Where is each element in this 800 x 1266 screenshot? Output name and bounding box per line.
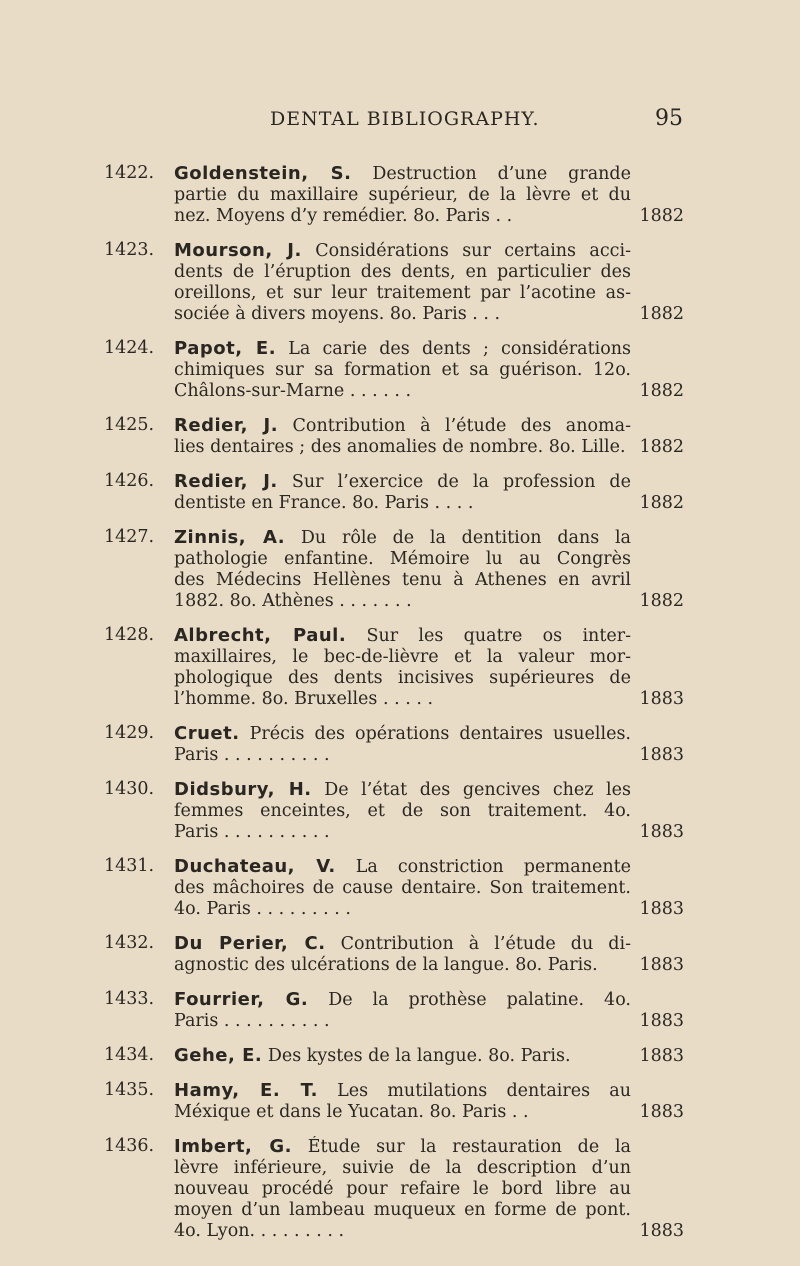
entry-line-text: femmes enceintes, et de son traitement. 4o. bbox=[174, 801, 631, 821]
entry-number: 1435. bbox=[104, 1080, 155, 1100]
entry-number: 1436. bbox=[104, 1136, 155, 1156]
entry-line bbox=[174, 1136, 631, 1158]
entry-number: 1427. bbox=[104, 527, 155, 547]
entry-line-text: Châlons-sur-Marne . . . . . . bbox=[174, 381, 412, 401]
entry-author: Didsbury, H. bbox=[174, 779, 312, 800]
entry-line bbox=[174, 801, 631, 822]
entry-line bbox=[174, 689, 631, 710]
entry-line bbox=[174, 163, 631, 185]
bibliography-entry bbox=[104, 989, 684, 1032]
entry-year: 1883 bbox=[639, 689, 684, 709]
entry-line-text: chimiques sur sa formation et sa guérison. 12o. bbox=[174, 360, 631, 380]
entry-author: Redier, J. bbox=[174, 471, 278, 492]
entry-line bbox=[174, 471, 631, 493]
entry-text bbox=[174, 625, 631, 710]
entry-line-text: nouveau procédé pour refaire le bord libre au bbox=[174, 1179, 631, 1199]
entry-line bbox=[174, 745, 631, 766]
entry-text bbox=[174, 338, 631, 402]
entry-text bbox=[174, 471, 631, 514]
entry-line bbox=[174, 283, 631, 304]
entry-line bbox=[174, 899, 631, 920]
entry-line bbox=[174, 185, 631, 206]
entry-year: 1882 bbox=[639, 381, 684, 401]
entry-year: 1882 bbox=[639, 591, 684, 611]
entry-number: 1428. bbox=[104, 625, 155, 645]
bibliography-entry bbox=[104, 527, 684, 612]
entry-author: Duchateau, V. bbox=[174, 856, 336, 877]
entry-year: 1883 bbox=[639, 1011, 684, 1031]
entry-line bbox=[174, 933, 631, 955]
entry-line bbox=[174, 779, 631, 801]
entry-line bbox=[174, 437, 631, 458]
entry-line-text: Paris . . . . . . . . . . bbox=[174, 745, 330, 765]
bibliography-entry bbox=[104, 415, 684, 458]
bibliography-entry bbox=[104, 471, 684, 514]
entry-line-text: agnostic des ulcérations de la langue. 8o. Paris. bbox=[174, 955, 598, 975]
entry-author: Du Perier, C. bbox=[174, 933, 326, 954]
entry-line bbox=[174, 381, 631, 402]
entry-line-text: oreillons, et sur leur traitement par l’acotine as- bbox=[174, 283, 631, 303]
bibliography-entry bbox=[104, 1080, 684, 1123]
entry-line-text: 4o. Paris . . . . . . . . . bbox=[174, 899, 351, 919]
entry-line-text: moyen d’un lambeau muqueux en forme de pont. bbox=[174, 1200, 631, 1220]
entry-line bbox=[174, 240, 631, 262]
entry-number: 1430. bbox=[104, 779, 155, 799]
entry-author: Goldenstein, S. bbox=[174, 163, 352, 184]
entry-line bbox=[174, 1011, 631, 1032]
entry-line-text: Paris . . . . . . . . . . bbox=[174, 822, 330, 842]
entry-text bbox=[174, 163, 631, 227]
entry-line bbox=[174, 625, 631, 647]
page-header bbox=[0, 108, 800, 136]
entry-text bbox=[174, 527, 631, 612]
bibliography-entry bbox=[104, 856, 684, 920]
entry-text bbox=[174, 415, 631, 458]
entry-line bbox=[174, 549, 631, 570]
entry-text bbox=[174, 1045, 631, 1067]
entry-number: 1433. bbox=[104, 989, 155, 1009]
entry-text bbox=[174, 240, 631, 325]
entry-number: 1429. bbox=[104, 723, 155, 743]
entry-line-text: 4o. Lyon. . . . . . . . . bbox=[174, 1221, 345, 1241]
entry-line-text: De l’état des gencives chez les bbox=[324, 780, 631, 800]
entry-line-text: partie du maxillaire supérieur, de la lèvre et du bbox=[174, 185, 631, 205]
entry-year: 1883 bbox=[639, 955, 684, 975]
entry-line bbox=[174, 591, 631, 612]
bibliography-entry bbox=[104, 1136, 684, 1242]
entry-line-text: Sur les quatre os inter- bbox=[366, 626, 631, 646]
bibliography-entry bbox=[104, 723, 684, 766]
entry-year: 1883 bbox=[639, 899, 684, 919]
entry-line bbox=[174, 570, 631, 591]
entry-line-text: dents de l’éruption des dents, en particulier des bbox=[174, 262, 631, 282]
entry-line-text: Méxique et dans le Yucatan. 8o. Paris . . bbox=[174, 1102, 529, 1122]
entry-line-text: pathologie enfantine. Mémoire lu au Congrès bbox=[174, 549, 631, 569]
entry-number: 1422. bbox=[104, 163, 155, 183]
entry-line bbox=[174, 668, 631, 689]
bibliography-entry bbox=[104, 163, 684, 227]
entry-line bbox=[174, 493, 631, 514]
entry-year: 1882 bbox=[639, 493, 684, 513]
entry-text bbox=[174, 1136, 631, 1242]
entry-line bbox=[174, 1080, 631, 1102]
entry-line-text: maxillaires, le bec-de-lièvre et la valeur mor- bbox=[174, 647, 631, 667]
entry-line-text: Paris . . . . . . . . . . bbox=[174, 1011, 330, 1031]
entry-year: 1883 bbox=[639, 1102, 684, 1122]
entry-author: Fourrier, G. bbox=[174, 989, 309, 1010]
entry-line-text: nez. Moyens d’y remédier. 8o. Paris . . bbox=[174, 206, 513, 226]
entry-line bbox=[174, 1102, 631, 1123]
entry-line bbox=[174, 338, 631, 360]
entry-number: 1423. bbox=[104, 240, 155, 260]
entry-line bbox=[174, 206, 631, 227]
entry-year: 1882 bbox=[639, 206, 684, 226]
entry-number: 1432. bbox=[104, 933, 155, 953]
entry-author: Mourson, J. bbox=[174, 240, 302, 261]
entry-author: Papot, E. bbox=[174, 338, 277, 359]
entry-line-text: Étude sur la restauration de la bbox=[307, 1137, 631, 1157]
entry-number: 1434. bbox=[104, 1045, 155, 1065]
entry-line bbox=[174, 723, 631, 745]
entry-line-text: Des kystes de la langue. 8o. Paris. bbox=[267, 1046, 571, 1066]
entry-line-text: sociée à divers moyens. 8o. Paris . . . bbox=[174, 304, 501, 324]
bibliography-entry bbox=[104, 933, 684, 976]
entry-line bbox=[174, 1200, 631, 1221]
entry-line-text: phologique des dents incisives supérieures de bbox=[174, 668, 631, 688]
entry-line bbox=[174, 822, 631, 843]
entry-line bbox=[174, 360, 631, 381]
entry-line-text: La carie des dents ; considérations bbox=[288, 339, 631, 359]
entry-line-text: 1882. 8o. Athènes . . . . . . . bbox=[174, 591, 412, 611]
entry-author: Albrecht, Paul. bbox=[174, 625, 347, 646]
page-number: 95 bbox=[655, 106, 683, 131]
entry-author: Zinnis, A. bbox=[174, 527, 286, 548]
entry-text bbox=[174, 779, 631, 843]
entry-line-text: Destruction d’une grande bbox=[372, 164, 631, 184]
entry-text bbox=[174, 933, 631, 976]
bibliography-entry bbox=[104, 625, 684, 710]
entry-line-text: l’homme. 8o. Bruxelles . . . . . bbox=[174, 689, 434, 709]
entry-line bbox=[174, 647, 631, 668]
entry-line bbox=[174, 878, 631, 899]
running-title: DENTAL BIBLIOGRAPHY. bbox=[270, 108, 540, 130]
entry-text bbox=[174, 856, 631, 920]
entry-line bbox=[174, 955, 631, 976]
entry-line-text: Contribution à l’étude du di- bbox=[340, 934, 631, 954]
entry-year: 1882 bbox=[639, 437, 684, 457]
entry-year: 1883 bbox=[639, 1046, 684, 1066]
entry-author: Hamy, E. T. bbox=[174, 1080, 318, 1101]
entry-line-text: Considérations sur certains acci- bbox=[315, 241, 631, 261]
entry-number: 1425. bbox=[104, 415, 155, 435]
entry-line bbox=[174, 262, 631, 283]
entry-author: Cruet. bbox=[174, 723, 240, 744]
entry-line bbox=[174, 415, 631, 437]
entry-author: Gehe, E. bbox=[174, 1045, 263, 1066]
entry-line-text: Sur l’exercice de la profession de bbox=[291, 472, 631, 492]
entry-author: Imbert, G. bbox=[174, 1136, 292, 1157]
entry-year: 1883 bbox=[639, 745, 684, 765]
bibliography-entry bbox=[104, 779, 684, 843]
entry-author: Redier, J. bbox=[174, 415, 279, 436]
entry-text bbox=[174, 1080, 631, 1123]
entry-line bbox=[174, 1179, 631, 1200]
entry-line-text: des Médecins Hellènes tenu à Athenes en avril bbox=[174, 570, 631, 590]
entry-number: 1424. bbox=[104, 338, 155, 358]
entry-line bbox=[174, 1221, 631, 1242]
entry-line-text: lèvre inférieure, suivie de la description d’un bbox=[174, 1158, 631, 1178]
entry-line bbox=[174, 527, 631, 549]
entry-year: 1883 bbox=[639, 1221, 684, 1241]
bibliography-entry bbox=[104, 338, 684, 402]
bibliography-entry bbox=[104, 1045, 684, 1067]
entry-line-text: lies dentaires ; des anomalies de nombre. 8o. Lille. bbox=[174, 437, 626, 457]
entry-line bbox=[174, 856, 631, 878]
entry-line-text: Les mutilations dentaires au bbox=[337, 1081, 631, 1101]
entry-line-text: De la prothèse palatine. 4o. bbox=[328, 990, 631, 1010]
entry-line-text: Contribution à l’étude des anoma- bbox=[292, 416, 631, 436]
entry-text bbox=[174, 989, 631, 1032]
entry-number: 1431. bbox=[104, 856, 155, 876]
entry-line bbox=[174, 989, 631, 1011]
entry-line-text: des mâchoires de cause dentaire. Son traitement. bbox=[174, 878, 631, 898]
entry-year: 1883 bbox=[639, 822, 684, 842]
entry-line-text: Du rôle de la dentition dans la bbox=[300, 528, 631, 548]
entry-year: 1882 bbox=[639, 304, 684, 324]
entry-text bbox=[174, 723, 631, 766]
entry-line-text: dentiste en France. 8o. Paris . . . . bbox=[174, 493, 474, 513]
entry-line bbox=[174, 1045, 631, 1067]
entry-line bbox=[174, 1158, 631, 1179]
entry-line bbox=[174, 304, 631, 325]
entry-number: 1426. bbox=[104, 471, 155, 491]
entry-line-text: Précis des opérations dentaires usuelles. bbox=[249, 724, 631, 744]
bibliography-entry bbox=[104, 240, 684, 325]
bibliography-list bbox=[0, 163, 800, 1255]
entry-line-text: La constriction permanente bbox=[355, 857, 631, 877]
